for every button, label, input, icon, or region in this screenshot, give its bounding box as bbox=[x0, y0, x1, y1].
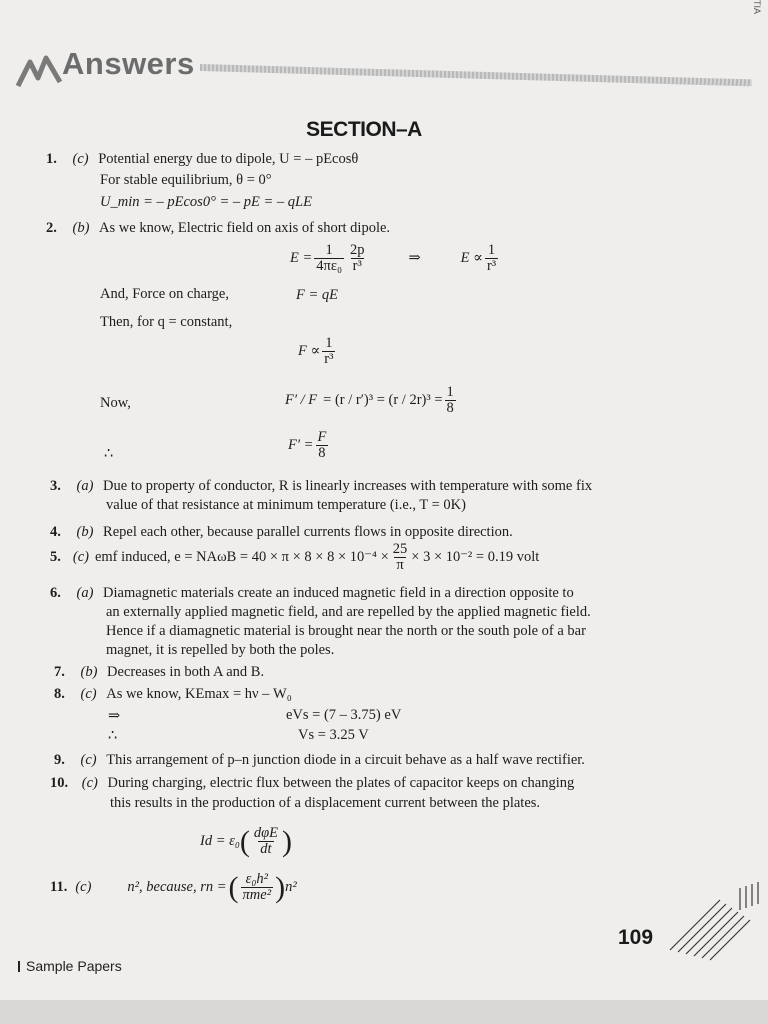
q7-number: 7. bbox=[54, 664, 65, 680]
q11-number: 11. bbox=[50, 879, 68, 896]
q11-paren-close: ) bbox=[275, 870, 286, 904]
q7-option: (b) bbox=[80, 664, 98, 680]
q11-eq-num: ε₀h² bbox=[245, 871, 268, 887]
q2-then-label: Then, for q = constant, bbox=[100, 314, 233, 330]
q1-line3: U_min = – pEcos0° = – pE = – qLE bbox=[100, 194, 312, 210]
q10-paren-open: ( bbox=[239, 824, 250, 858]
q8-option: (c) bbox=[80, 686, 97, 702]
q2-final-equation bbox=[288, 430, 330, 461]
q2-line1: As we know, Electric field on axis of short dipole. bbox=[99, 220, 391, 236]
q8-line2: eVs = (7 – 3.75) eV bbox=[286, 707, 402, 723]
q2-ratio-fraction bbox=[445, 385, 456, 416]
q4-line1: Repel each other, because parallel currents flows in opposite direction. bbox=[103, 524, 513, 540]
q11-block bbox=[50, 872, 297, 903]
q9-line1: This arrangement of p–n junction diode in a circuit behave as a half wave rectifier. bbox=[106, 752, 585, 768]
q2-prop-lhs: E ∝ bbox=[460, 250, 483, 267]
q2-prop-num: 1 bbox=[487, 242, 496, 258]
q3-line2: value of that resistance at minimum temperature (i.e., T = 0K) bbox=[106, 497, 466, 513]
answers-logo-icon bbox=[16, 52, 64, 92]
q10-option: (c) bbox=[81, 775, 98, 791]
q5-fraction bbox=[391, 542, 410, 573]
q10-line1: During charging, electric flux between the plates of capacitor keeps on changing bbox=[107, 775, 575, 791]
q1-block bbox=[46, 151, 358, 168]
footer-text: Sample Papers bbox=[26, 958, 122, 974]
q6-block bbox=[50, 585, 574, 602]
q2-block bbox=[46, 220, 390, 237]
q3-block bbox=[50, 478, 592, 495]
q8-implies: ⇒ bbox=[108, 708, 121, 724]
q7-block bbox=[54, 664, 264, 681]
q11-fraction bbox=[241, 872, 274, 903]
q6-line3: Hence if a diamagnetic material is brought near the north or the south pole of a bar bbox=[106, 623, 586, 639]
q7-line1: Decreases in both A and B. bbox=[107, 664, 265, 680]
q9-block bbox=[54, 752, 585, 769]
q2-force-eq: F = qE bbox=[296, 287, 338, 303]
q2-fprop-lhs: F ∝ bbox=[298, 343, 321, 360]
q2-ratio-den: 8 bbox=[446, 400, 454, 417]
q2-prop-den: r³ bbox=[486, 258, 497, 275]
q11-rhs: n² bbox=[285, 879, 297, 896]
q6-line4: magnet, it is repelled by both the poles. bbox=[106, 642, 335, 658]
q6-line2: an externally applied magnetic field, and are repelled by the applied magnetic field. bbox=[106, 604, 591, 620]
q11-option: (c) bbox=[75, 879, 92, 896]
q2-final-den: 8 bbox=[318, 445, 326, 462]
q6-line1: Diamagnetic materials create an induced magnetic field in a direction opposite to bbox=[103, 585, 574, 601]
q2-fprop-fraction bbox=[322, 336, 335, 367]
q2-implies: ⇒ bbox=[408, 250, 421, 267]
q2-e-den1: 4πε₀ bbox=[316, 258, 342, 275]
q8-therefore: ∴ bbox=[108, 728, 118, 744]
q10-eq-num: dφE bbox=[253, 825, 279, 841]
corner-text: TIA bbox=[752, 0, 762, 15]
q2-final-lhs: F′ = bbox=[288, 437, 314, 454]
q2-e-fraction-1 bbox=[314, 243, 344, 274]
header-rule bbox=[200, 64, 752, 86]
header-title: Answers bbox=[62, 46, 195, 81]
q5-lhs: emf induced, e = NAωB = 40 × π × 8 × 8 × 10⁻⁴ × bbox=[94, 549, 389, 566]
q10-number: 10. bbox=[50, 775, 69, 791]
page-bottom-edge bbox=[0, 1000, 768, 1024]
q11-eq-den: πme² bbox=[242, 887, 272, 904]
q4-number: 4. bbox=[50, 524, 61, 540]
q2-field-equation bbox=[290, 243, 500, 274]
q2-ratio-equation bbox=[285, 385, 458, 416]
q9-number: 9. bbox=[54, 752, 65, 768]
q6-number: 6. bbox=[50, 585, 61, 601]
q4-block bbox=[50, 524, 513, 541]
q10-paren-close: ) bbox=[282, 824, 293, 858]
q10-eq-den: dt bbox=[260, 841, 272, 858]
q8-block bbox=[54, 686, 292, 703]
q2-prop-fraction bbox=[485, 243, 498, 274]
q1-option: (c) bbox=[72, 151, 89, 167]
q2-therefore: ∴ bbox=[104, 446, 114, 462]
q4-option: (b) bbox=[76, 524, 94, 540]
q2-e-lhs: E = bbox=[290, 250, 313, 267]
q1-line2: For stable equilibrium, θ = 0° bbox=[100, 172, 272, 188]
q8-line1: As we know, KEmax = hν – W₀ bbox=[106, 686, 292, 702]
q2-e-num2: 2p bbox=[350, 242, 365, 258]
q2-final-num: F bbox=[317, 429, 327, 445]
q3-option: (a) bbox=[76, 478, 94, 494]
q2-option: (b) bbox=[72, 220, 90, 236]
q2-e-den2: r³ bbox=[352, 258, 362, 275]
q2-e-num1: 1 bbox=[325, 242, 333, 258]
q5-option: (c) bbox=[72, 549, 89, 566]
footer-label bbox=[18, 958, 122, 974]
q5-rhs: × 3 × 10⁻² = 0.19 volt bbox=[411, 549, 540, 566]
q1-line1: Potential energy due to dipole, U = – pEcosθ bbox=[98, 151, 359, 167]
q11-lhs: n², because, rn = bbox=[127, 879, 227, 896]
q2-force-proportionality bbox=[298, 336, 337, 367]
q2-e-fraction-2 bbox=[348, 243, 367, 274]
q10-equation bbox=[200, 826, 292, 857]
q2-fprop-num: 1 bbox=[325, 335, 333, 351]
q10-line2: this results in the production of a displacement current between the plates. bbox=[110, 795, 541, 811]
page-number: 109 bbox=[618, 926, 654, 949]
q10-eq-lhs: Id = ε₀ bbox=[200, 833, 240, 850]
q11-paren-open: ( bbox=[228, 870, 239, 904]
q2-force-label: And, Force on charge, bbox=[100, 286, 229, 302]
q5-frac-num: 25 bbox=[392, 541, 408, 557]
q1-number: 1. bbox=[46, 151, 57, 167]
q8-line3: Vs = 3.25 V bbox=[298, 727, 369, 743]
q2-final-fraction bbox=[315, 430, 328, 461]
q5-frac-den: π bbox=[396, 557, 404, 574]
section-title: SECTION–A bbox=[306, 118, 422, 141]
corner-stripes-icon bbox=[660, 870, 768, 980]
q3-line1: Due to property of conductor, R is linearly increases with temperature with some fix bbox=[103, 478, 593, 494]
footer-bar bbox=[18, 961, 20, 972]
q2-ratio-num: 1 bbox=[446, 384, 454, 400]
q2-ratio-mid: = (r / r′)³ = (r / 2r)³ = bbox=[323, 392, 443, 409]
q6-option: (a) bbox=[76, 585, 94, 601]
q2-ratio-lhs: F′ / F bbox=[285, 392, 318, 409]
q2-now-label: Now, bbox=[100, 395, 131, 411]
q9-option: (c) bbox=[80, 752, 97, 768]
q3-number: 3. bbox=[50, 478, 61, 494]
q10-block bbox=[50, 775, 574, 792]
q5-block bbox=[50, 542, 539, 573]
q10-fraction bbox=[252, 826, 280, 857]
q2-number: 2. bbox=[46, 220, 57, 236]
q8-number: 8. bbox=[54, 686, 65, 702]
q2-fprop-den: r³ bbox=[324, 351, 334, 368]
q5-number: 5. bbox=[50, 549, 61, 566]
